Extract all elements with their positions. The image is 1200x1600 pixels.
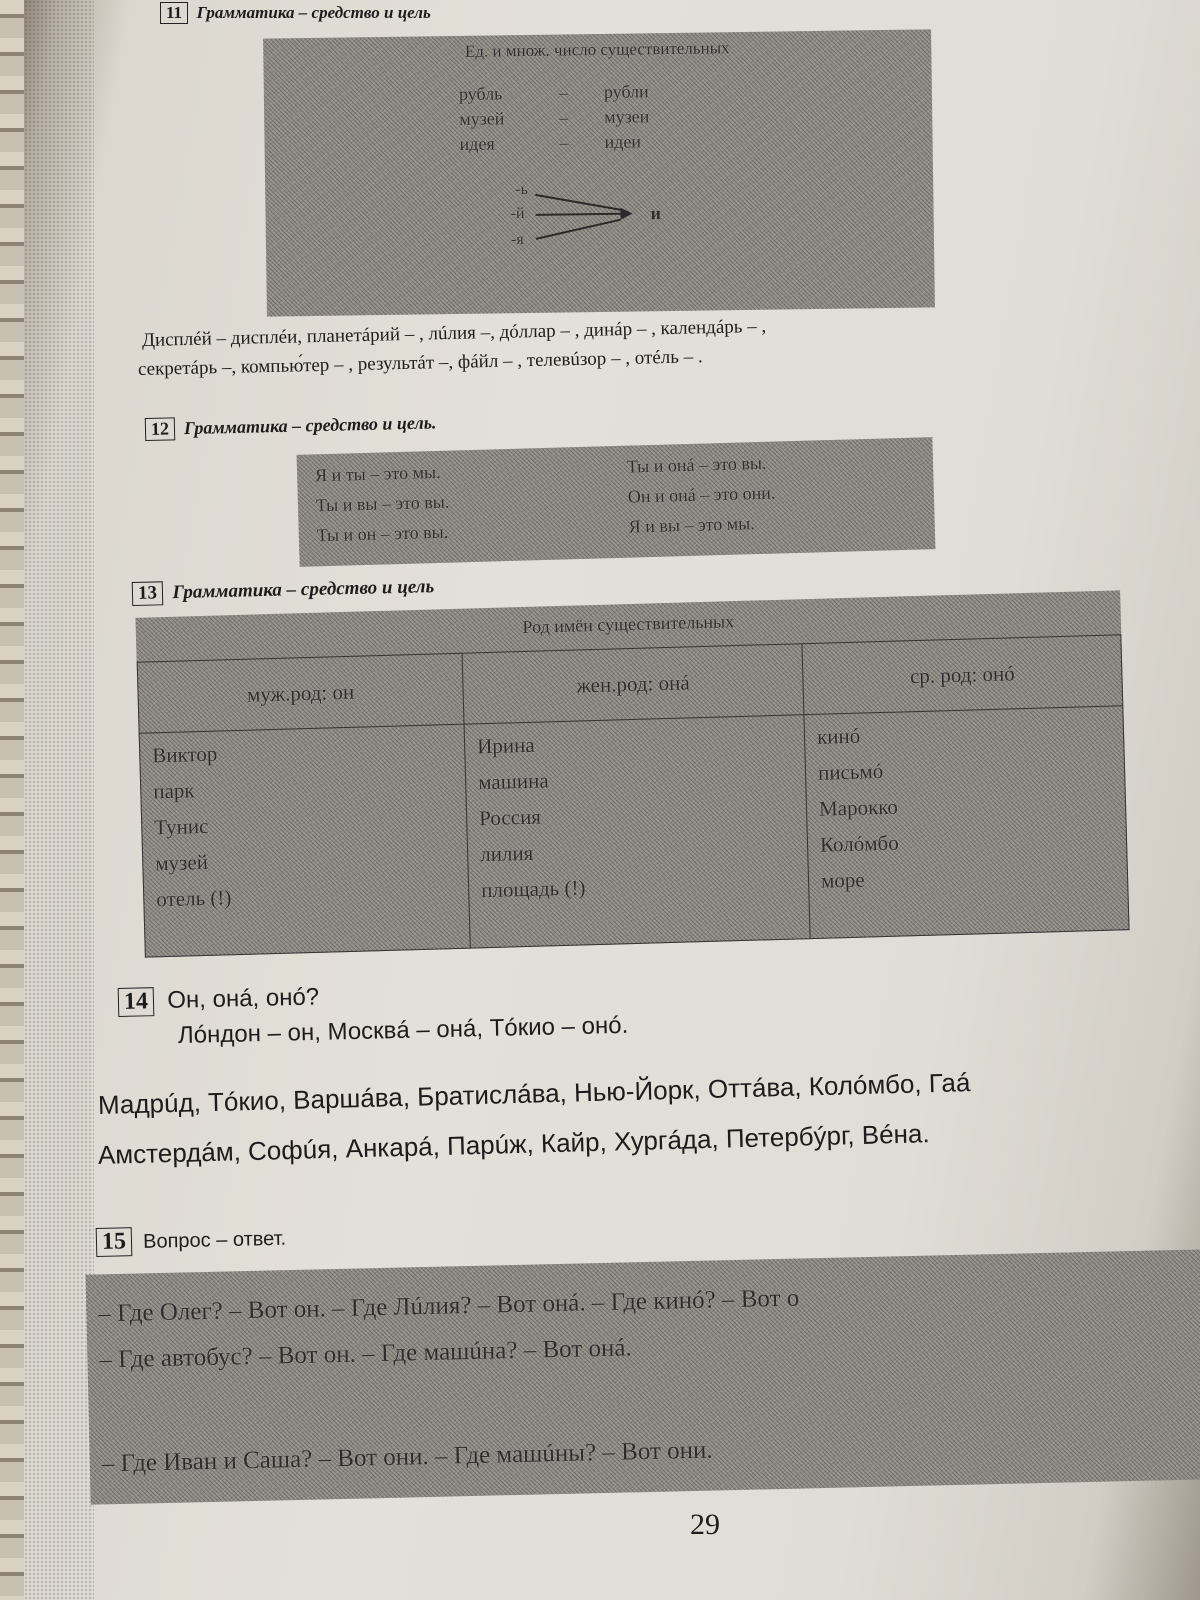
pronoun-sentence: Я и вы – это мы. — [628, 513, 756, 537]
scan-edge-noise — [24, 0, 94, 1600]
ex11-header — [160, 2, 431, 24]
header-feminine: жен.род: онá — [462, 644, 804, 724]
noun: машина — [477, 768, 549, 795]
ex12-left-column — [315, 457, 451, 551]
noun: Колóмбо — [819, 830, 899, 857]
noun: Тунис — [153, 813, 209, 840]
feminine-nouns-cell — [464, 715, 810, 948]
noun: музей — [154, 849, 209, 876]
plural-word: рубли — [603, 81, 649, 102]
pronoun-sentence: Я и ты – это мы. — [314, 461, 441, 486]
plural-word: музеи — [604, 106, 650, 127]
noun: парк — [152, 778, 195, 804]
noun: Марокко — [818, 794, 899, 821]
spiral-binding — [0, 0, 24, 1600]
ending-result: и — [650, 203, 662, 224]
ex14-cities-line-2: Амстердáм, Софúя, Анкарá, Парúж, Кайр, Хургáда, Петербýрг, Вéна. — [97, 1118, 930, 1170]
header-masculine: муж.род: он — [137, 653, 464, 733]
pronoun-sentence: Он и онá – это они. — [627, 482, 776, 507]
singular-word: рубль — [458, 83, 503, 104]
dialogue-line: – Где Иван и Саша? – Вот они. – Где машúны? – Вот они. — [101, 1436, 713, 1478]
header-neuter: ср. род: онó — [802, 635, 1123, 715]
ex11-pair-row — [459, 130, 719, 154]
ex11-title: Грамматика – средство и цель — [196, 3, 431, 22]
ex11-grammar-box — [263, 29, 935, 316]
ex11-pair-row — [459, 105, 719, 129]
ex12-title: Грамматика – средство и цель. — [183, 412, 437, 439]
noun: Виктор — [151, 741, 218, 768]
ending-ya: -я — [510, 231, 524, 249]
dialogue-line: – Где Олег? – Вот он. – Где Лúлия? – Вот онá. – Где кинó? – Вот о — [98, 1284, 800, 1328]
ex15-dialogue-box — [86, 1249, 1200, 1504]
ex11-task-line-1: Дисплéй – дисплéи, планетáрий – , лúлия –, дóллар – , динáр – , календáрь – , — [141, 315, 767, 351]
gender-table — [137, 634, 1130, 957]
dash: – — [559, 107, 569, 128]
ending-soft-sign: -ь — [515, 180, 528, 199]
ex13-table-caption: Род имён существительных — [522, 611, 735, 638]
ex15-number: 15 — [96, 1227, 133, 1257]
ex14-question: Он, онá, онó? — [167, 983, 320, 1014]
ex11-number: 11 — [160, 2, 188, 24]
ex12-header — [145, 411, 437, 441]
ex11-pair-row — [458, 80, 719, 104]
arrows-icon — [530, 183, 641, 255]
noun: море — [820, 867, 865, 893]
ex15-title: Вопрос – ответ. — [142, 1227, 287, 1253]
singular-word: идея — [459, 133, 495, 154]
masculine-nouns-cell — [139, 724, 470, 957]
neuter-nouns-cell — [804, 706, 1129, 939]
ex13-title: Грамматика – средство и цель — [172, 576, 435, 604]
plural-word: идеи — [604, 131, 642, 152]
ex12-right-column — [627, 448, 777, 542]
ex13-gender-table-box — [135, 590, 1129, 957]
ex12-grammar-box — [297, 437, 936, 567]
noun: кинó — [816, 723, 861, 749]
ex11-task-line-2: секретáрь –, компью́тер – , результáт –, фáйл – , телевúзор – , отéль – . — [137, 346, 703, 380]
ex14-example: Лóндон – он, Москвá – онá, Тóкио – онó. — [177, 1011, 629, 1049]
ex13-header — [132, 575, 435, 606]
ex11-box-caption: Ед. и множ. число существительных — [464, 38, 730, 61]
pronoun-sentence: Ты и вы – это вы. — [315, 491, 450, 516]
ex15-header — [96, 1224, 287, 1257]
noun: письмó — [817, 759, 884, 785]
ex13-number: 13 — [132, 581, 164, 606]
ending-short-i: -й — [510, 205, 525, 223]
ex14-header — [118, 983, 320, 1017]
singular-word: музей — [459, 108, 505, 129]
noun: Россия — [478, 804, 542, 831]
ex12-number: 12 — [145, 417, 176, 441]
noun: отель (!) — [155, 885, 232, 912]
page-number: 29 — [690, 1508, 720, 1541]
dialogue-line: – Где автобус? – Вот он. – Где машúна? – Вот онá. — [99, 1334, 632, 1374]
ex14-number: 14 — [118, 987, 155, 1017]
ex14-cities-line-1: Мадрúд, Тóкио, Варшáва, Братислáва, Нью-Йорк, Оттáва, Колóмбо, Гаá — [97, 1067, 971, 1120]
noun: лилия — [479, 840, 534, 867]
dash: – — [558, 82, 569, 103]
pronoun-sentence: Ты и онá – это вы. — [626, 452, 767, 477]
pronoun-sentence: Ты и он – это вы. — [316, 521, 449, 546]
dash: – — [559, 132, 569, 153]
noun: площадь (!) — [480, 875, 586, 903]
noun: Ирина — [476, 732, 535, 759]
